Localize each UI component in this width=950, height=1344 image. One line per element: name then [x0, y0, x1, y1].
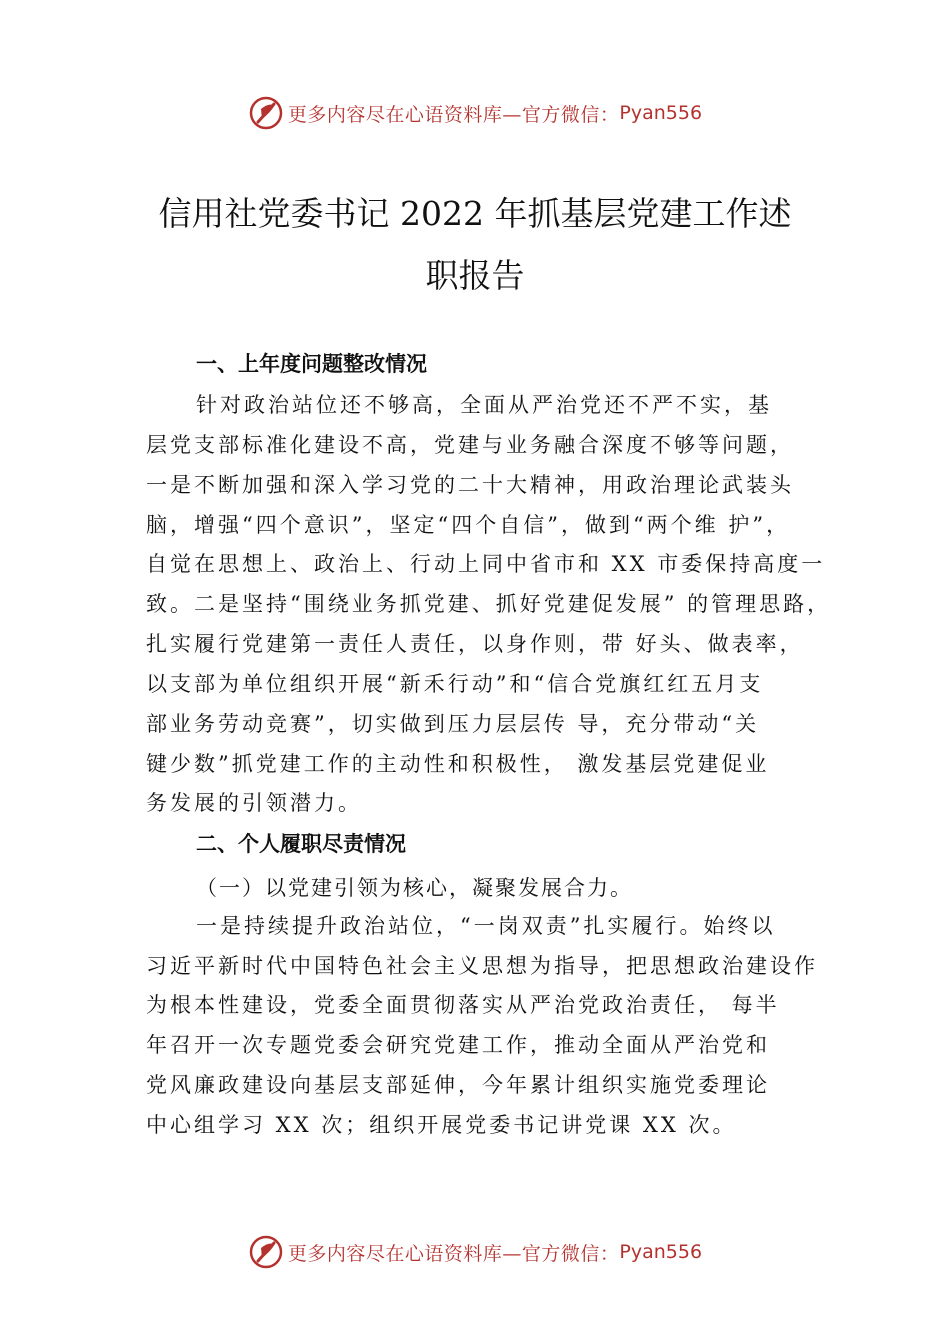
body-line: 扎实履行党建第一责任人责任，以身作则，带 好头、做表率， [146, 632, 804, 656]
title-line-2: 职报告 [425, 256, 525, 295]
body-line: 致。二是坚持“围绕业务抓党建、抓好党建促发展” 的管理思路， [146, 592, 832, 616]
banner-text: 更多内容尽在心语资料库—官方微信： [287, 1242, 620, 1265]
body-line: 键少数”抓党建工作的主动性和积极性， 激发基层党建促业 [146, 752, 770, 776]
body-line: 中心组学习 XX 次；组织开展党委书记讲党课 XX 次。 [146, 1113, 737, 1137]
title-line-1: 信用社党委书记 2022 年抓基层党建工作述 [158, 194, 792, 233]
body-line: 层党支部标准化建设不高，党建与业务融合深度不够等问题， [146, 433, 794, 457]
body-line: 部业务劳动竞赛”，切实做到压力层层传 导，充分带动“关 [146, 712, 760, 736]
body-line: 脑，增强“四个意识”，坚定“四个自信”，做到“两个维 护”， [146, 513, 791, 537]
quill-logo-icon [248, 95, 284, 131]
banner-wechat-id: Pyan556 [619, 1241, 703, 1263]
body-line: 为根本性建设，党委全面贯彻落实从严治党政治责任， 每半 [146, 993, 780, 1017]
banner-wechat-id: Pyan556 [619, 102, 703, 124]
body-line: 习近平新时代中国特色社会主义思想为指导，把思想政治建设作 [146, 954, 818, 978]
banner-text: 更多内容尽在心语资料库—官方微信： [287, 103, 620, 126]
footer-banner [0, 1232, 950, 1272]
body-line: 以支部为单位组织开展“新禾行动”和“信合党旗红红五月支 [146, 672, 764, 696]
body-line: 一是不断加强和深入学习党的二十大精神，用政治理论武装头 [146, 473, 794, 497]
body-line: 党风廉政建设向基层支部延伸，今年累计组织实施党委理论 [146, 1073, 770, 1097]
body-line: 针对政治站位还不够高，全面从严治党还不严不实，基 [196, 393, 772, 417]
document-title [100, 183, 850, 307]
section-1-heading: 一、上年度问题整改情况 [196, 352, 427, 376]
body-line: 一是持续提升政治站位，“一岗双责”扎实履行。始终以 [196, 914, 776, 938]
section-2-subheading: （一）以党建引领为核心，凝聚发展合力。 [196, 876, 633, 900]
section-2-heading: 二、个人履职尽责情况 [196, 832, 406, 856]
quill-logo-icon [248, 1234, 284, 1270]
body-line: 自觉在思想上、政治上、行动上同中省市和 XX 市委保持高度一 [146, 552, 826, 576]
header-banner [0, 93, 950, 133]
body-line: 年召开一次专题党委会研究党建工作，推动全面从严治党和 [146, 1033, 770, 1057]
body-line: 务发展的引领潜力。 [146, 791, 362, 815]
